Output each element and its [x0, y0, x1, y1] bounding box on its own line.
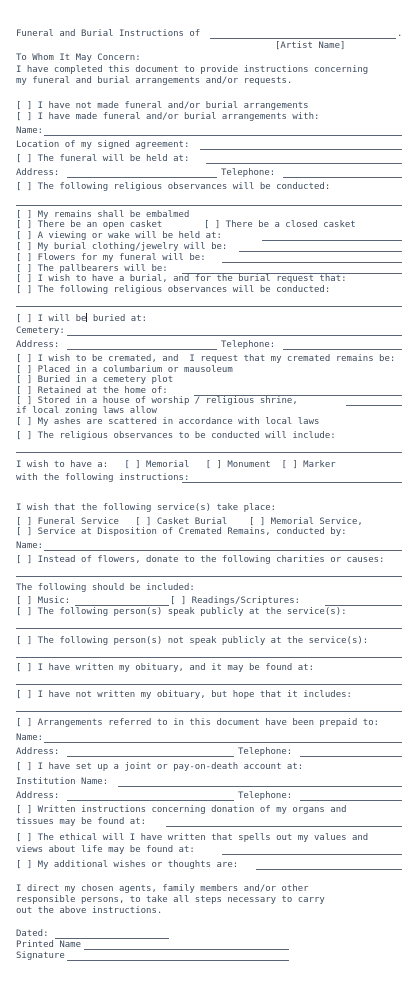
made-arrangements-checkbox[interactable]: [ ] I have made funeral and/or burial arrangements with:	[16, 112, 320, 122]
prepaid-address-label: Address:	[16, 747, 60, 757]
not-speak-publicly-checkbox[interactable]: [ ] The following person(s) not speak publicly at the service(s):	[16, 636, 369, 646]
shrine-line[interactable]	[346, 405, 402, 406]
cemetery-telephone-label: Telephone:	[221, 340, 276, 350]
institution-name-line[interactable]	[118, 786, 402, 787]
intro-line-2: my funeral and burial arrangements and/or requests.	[16, 76, 293, 86]
stored-shrine-checkbox[interactable]: [ ] Stored in a house of worship / religious shrine,	[16, 396, 298, 406]
signature-label: Signature	[16, 951, 65, 961]
prepaid-checkbox[interactable]: [ ] Arrangements referred to in this document have been prepaid to:	[16, 718, 380, 728]
ethical-will-checkbox[interactable]: [ ] The ethical will I have written that spells out my values and	[16, 833, 369, 843]
services-name-line[interactable]	[44, 550, 402, 551]
prepaid-name-line[interactable]	[44, 742, 402, 743]
printed-name-line[interactable]	[84, 949, 289, 950]
pallbearers-checkbox[interactable]: [ ] The pallbearers will be:	[16, 264, 168, 274]
buried-at-checkbox[interactable]	[16, 313, 147, 325]
viewing-checkbox[interactable]: [ ] A viewing or wake will be held at:	[16, 231, 222, 241]
prepaid-address-line[interactable]	[67, 756, 234, 757]
buried-at-text-b: buried at:	[87, 314, 148, 324]
zoning-note: if local zoning laws allow	[16, 406, 157, 416]
not-speak-publicly-line[interactable]	[16, 657, 402, 658]
services-checkboxes-2[interactable]: [ ] Service at Disposition of Cremated Remains, conducted by:	[16, 527, 347, 537]
arrangements-name-label: Name:	[16, 126, 44, 136]
organ-donation-location-label: tissues may be found at:	[16, 817, 147, 827]
additional-wishes-line[interactable]	[256, 869, 402, 870]
cemetery-address-label: Address:	[16, 340, 60, 350]
religious-observances-line-2[interactable]	[16, 306, 402, 307]
dated-label: Dated:	[16, 929, 49, 939]
cemetery-line[interactable]	[67, 335, 402, 336]
cemetery-address-line[interactable]	[67, 349, 217, 350]
obituary-content-line[interactable]	[16, 711, 402, 712]
agreement-location-label: Location of my signed agreement:	[16, 140, 190, 150]
funeral-held-at-checkbox[interactable]: [ ] The funeral will be held at:	[16, 154, 190, 164]
music-line[interactable]	[75, 605, 169, 606]
clothing-checkbox[interactable]: [ ] My burial clothing/jewelry will be:	[16, 242, 228, 252]
organ-donation-line[interactable]	[166, 826, 402, 827]
ashes-scattered-checkbox[interactable]: [ ] My ashes are scattered in accordance with local laws	[16, 417, 320, 427]
instead-of-flowers-checkbox[interactable]: [ ] Instead of flowers, donate to the following charities or causes:	[16, 555, 385, 565]
joint-account-checkbox[interactable]: [ ] I have set up a joint or pay-on-death account at:	[16, 762, 304, 772]
religious-observances-checkbox-2[interactable]: [ ] The following religious observances will be conducted:	[16, 285, 331, 295]
prepaid-name-label: Name:	[16, 733, 44, 743]
viewing-location-line[interactable]	[262, 240, 402, 241]
additional-wishes-checkbox[interactable]: [ ] My additional wishes or thoughts are:	[16, 860, 239, 870]
dated-line[interactable]	[55, 938, 169, 939]
cremated-checkbox[interactable]: [ ] I wish to be cremated, and I request that my cremated remains be:	[16, 354, 396, 364]
flowers-line[interactable]	[222, 262, 402, 263]
directive-line-1: I direct my chosen agents, family members and/or other	[16, 884, 309, 894]
readings-line[interactable]	[325, 605, 402, 606]
not-made-arrangements-checkbox[interactable]: [ ] I have not made funeral and/or burial arrangements	[16, 101, 309, 111]
religious-observances-checkbox-3[interactable]: [ ] The religious observances to be conducted will include:	[16, 431, 336, 441]
religious-observances-line-3[interactable]	[16, 452, 402, 453]
included-intro: The following should be included:	[16, 583, 195, 593]
columbarium-checkbox[interactable]: [ ] Placed in a columbarium or mausoleum	[16, 365, 233, 375]
institution-name-label: Institution Name:	[16, 777, 109, 787]
readings-checkbox[interactable]: [ ] Readings/Scriptures:	[170, 596, 301, 606]
organ-donation-checkbox[interactable]: [ ] Written instructions concerning donation of my organs and	[16, 805, 347, 815]
retained-home-checkbox[interactable]: [ ] Retained at the home of:	[16, 386, 168, 396]
speak-publicly-line[interactable]	[16, 628, 402, 629]
funeral-address-label: Address:	[16, 168, 60, 178]
religious-observances-line-1[interactable]	[16, 205, 402, 206]
memorial-instructions-line[interactable]	[182, 482, 402, 483]
agreement-location-line[interactable]	[200, 149, 402, 150]
music-checkbox[interactable]: [ ] Music:	[16, 596, 71, 606]
services-checkboxes-1[interactable]: [ ] Funeral Service [ ] Casket Burial [ ] Memorial Service,	[16, 517, 363, 527]
services-name-label: Name:	[16, 541, 44, 551]
intro-line-1: I have completed this document to provide instructions concerning	[16, 65, 369, 75]
closed-casket-checkbox[interactable]: [ ] There be a closed casket	[204, 220, 356, 230]
funeral-telephone-label: Telephone:	[221, 168, 276, 178]
institution-address-label: Address:	[16, 791, 60, 801]
cemetery-label: Cemetery:	[16, 326, 65, 336]
institution-address-line[interactable]	[67, 800, 234, 801]
religious-observances-checkbox-1[interactable]: [ ] The following religious observances will be conducted:	[16, 182, 331, 192]
open-casket-checkbox[interactable]: [ ] There be an open casket	[16, 220, 163, 230]
buried-at-text-a: [ ] I will be	[16, 314, 87, 324]
burial-request-checkbox[interactable]: [ ] I wish to have a burial, and for the burial request that:	[16, 274, 347, 284]
ethical-will-location-label: views about life may be found at:	[16, 845, 195, 855]
obituary-written-checkbox[interactable]: [ ] I have written my obituary, and it may be found at:	[16, 663, 315, 673]
speak-publicly-checkbox[interactable]: [ ] The following person(s) speak publicly at the service(s):	[16, 607, 347, 617]
form-title: Funeral and Burial Instructions of	[16, 29, 201, 39]
memorial-options-checkboxes[interactable]: I wish to have a: [ ] Memorial [ ] Monument [ ] Marker	[16, 460, 336, 470]
title-period: .	[397, 29, 403, 39]
funeral-location-line[interactable]	[206, 163, 402, 164]
printed-name-label: Printed Name	[16, 940, 82, 950]
directive-line-2: responsible persons, to take all steps necessary to carry	[16, 895, 325, 905]
owner-name-line[interactable]	[210, 38, 396, 39]
institution-telephone-label: Telephone:	[238, 791, 293, 801]
charities-line[interactable]	[16, 576, 402, 577]
artist-name-placeholder: [Artist Name]	[275, 41, 346, 51]
cemetery-telephone-line[interactable]	[283, 349, 402, 350]
arrangements-name-line[interactable]	[44, 135, 402, 136]
funeral-address-line[interactable]	[67, 177, 217, 178]
salutation: To Whom It May Concern:	[16, 53, 141, 63]
obituary-not-written-checkbox[interactable]: [ ] I have not written my obituary, but hope that it includes:	[16, 690, 352, 700]
directive-line-3: out the above instructions.	[16, 906, 163, 916]
memorial-instructions-label: with the following instructions:	[16, 473, 190, 483]
institution-telephone-line[interactable]	[300, 800, 402, 801]
embalmed-checkbox[interactable]: [ ] My remains shall be embalmed	[16, 210, 190, 220]
clothing-line[interactable]	[239, 251, 402, 252]
signature-line[interactable]	[67, 960, 289, 961]
obituary-location-line[interactable]	[16, 684, 402, 685]
funeral-telephone-line[interactable]	[283, 177, 402, 178]
prepaid-telephone-line[interactable]	[300, 756, 402, 757]
prepaid-telephone-label: Telephone:	[238, 747, 293, 757]
services-intro: I wish that the following service(s) take place:	[16, 503, 277, 513]
cemetery-plot-checkbox[interactable]: [ ] Buried in a cemetery plot	[16, 375, 174, 385]
ethical-will-line[interactable]	[222, 854, 402, 855]
flowers-checkbox[interactable]: [ ] Flowers for my funeral will be:	[16, 253, 206, 263]
